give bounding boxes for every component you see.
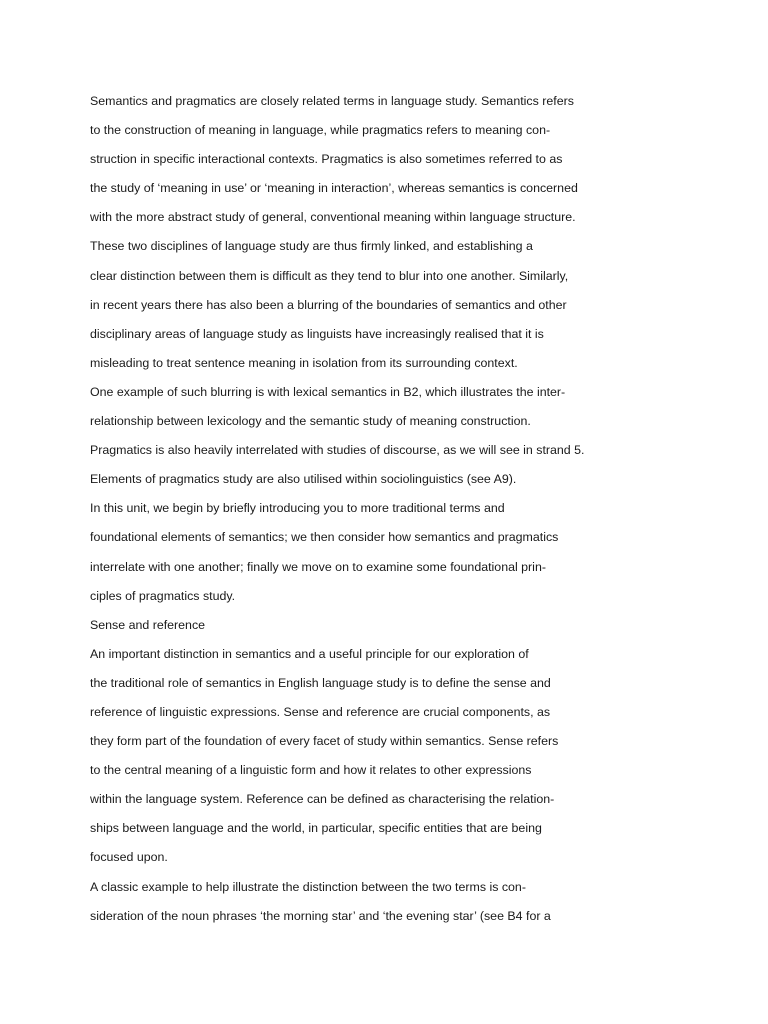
text-line: the study of ‘meaning in use’ or ‘meaning in interaction’, whereas semantics is concerned — [90, 181, 578, 196]
text-line: with the more abstract study of general, conventional meaning within language structure. — [90, 210, 576, 225]
text-line: in recent years there has also been a blurring of the boundaries of semantics and other — [90, 297, 567, 312]
text-line: struction in specific interactional contexts. Pragmatics is also sometimes referred to as — [90, 152, 563, 167]
text-line: focused upon. — [90, 850, 168, 865]
text-line: sideration of the noun phrases ‘the morning star’ and ‘the evening star’ (see B4 for a — [90, 908, 551, 923]
text-line: A classic example to help illustrate the distinction between the two terms is con- — [90, 879, 526, 894]
text-line: Semantics and pragmatics are closely related terms in language study. Semantics refers — [90, 94, 574, 108]
text-line: they form part of the foundation of every facet of study within semantics. Sense refers — [90, 734, 559, 749]
section-heading: Sense and reference — [90, 617, 206, 632]
text-line: Pragmatics is also heavily interrelated with studies of discourse, as we will see in strand 5. — [90, 443, 585, 458]
text-line: reference of linguistic expressions. Sense and reference are crucial components, as — [90, 704, 551, 719]
text-line: the traditional role of semantics in English language study is to define the sense and — [90, 675, 551, 690]
text-line: to the central meaning of a linguistic form and how it relates to other expressions — [90, 763, 532, 778]
text-line: An important distinction in semantics and a useful principle for our exploration of — [90, 646, 529, 661]
text-line: misleading to treat sentence meaning in isolation from its surrounding context. — [90, 355, 518, 370]
text-line: ships between language and the world, in particular, specific entities that are being — [90, 821, 542, 836]
text-line: One example of such blurring is with lexical semantics in B2, which illustrates the inter- — [90, 384, 566, 399]
text-line: to the construction of meaning in language, while pragmatics refers to meaning con- — [90, 123, 551, 138]
text-line: ciples of pragmatics study. — [90, 588, 236, 603]
text-line: relationship between lexicology and the semantic study of meaning construction. — [90, 414, 531, 429]
text-line: These two disciplines of language study are thus firmly linked, and establishing a — [90, 239, 533, 254]
text-line: interrelate with one another; finally we move on to examine some foundational prin- — [90, 559, 546, 574]
text-line: disciplinary areas of language study as linguists have increasingly realised that it is — [90, 326, 544, 341]
document-body — [90, 87, 690, 931]
text-line: clear distinction between them is difficult as they tend to blur into one another. Similarly, — [90, 268, 569, 283]
text-line: within the language system. Reference can be defined as characterising the relation- — [90, 792, 555, 807]
text-line: Elements of pragmatics study are also utilised within sociolinguistics (see A9). — [90, 472, 517, 487]
text-line: foundational elements of semantics; we then consider how semantics and pragmatics — [90, 530, 559, 545]
text-line: In this unit, we begin by briefly introducing you to more traditional terms and — [90, 501, 505, 516]
